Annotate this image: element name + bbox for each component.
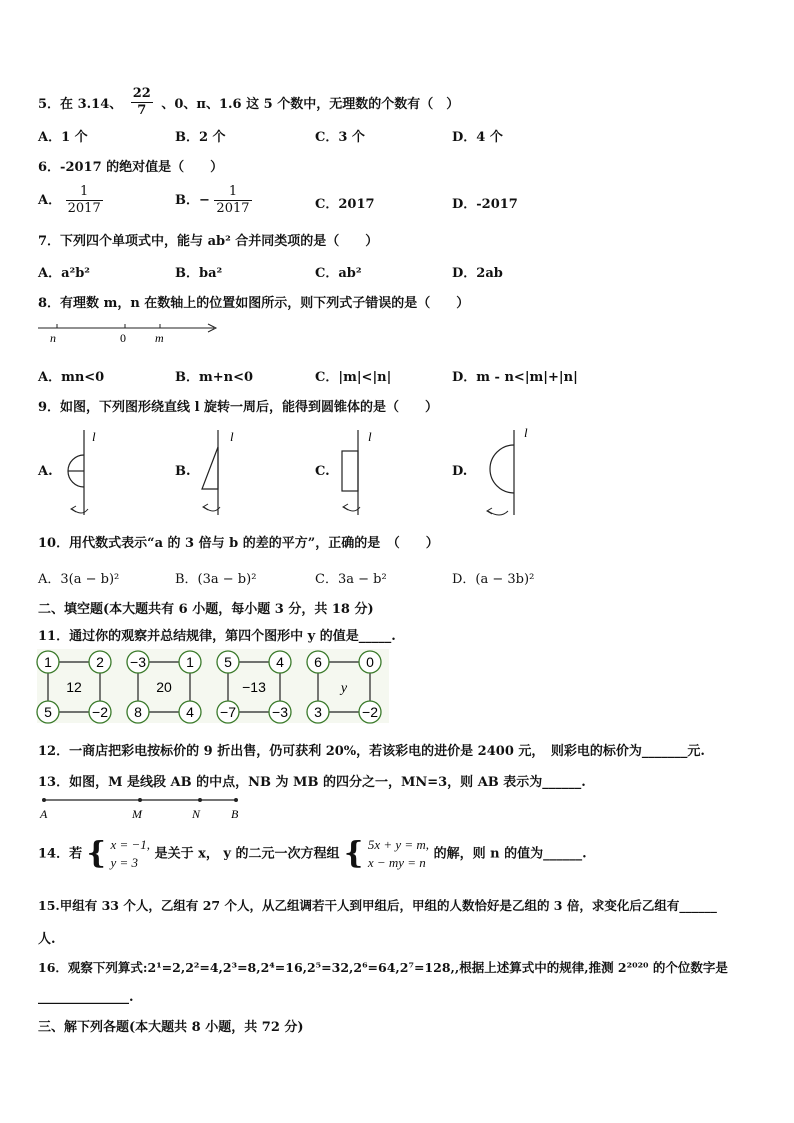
section-2-heading: 二、填空题(本大题共有 6 小题，每小题 3 分，共 18 分) <box>38 602 374 617</box>
q8-label-n: n <box>50 331 56 345</box>
q9-option-a-label: A. <box>38 464 53 479</box>
q8-label-m: m <box>155 331 164 345</box>
q6-stem: 6．-2017 的绝对值是（ ） <box>38 160 224 175</box>
q5-option-d: D．4 个 <box>452 130 503 145</box>
q11-node-value: 6 <box>314 654 322 670</box>
q13-label-a: A <box>40 807 48 821</box>
q11-node-value: −2 <box>362 704 378 720</box>
q9-option-c-label: C. <box>315 464 330 479</box>
q9-a-axis-label: l <box>92 429 96 444</box>
q10-option-c: C．3a − b² <box>315 572 387 587</box>
q7-option-d: D．2ab <box>452 266 503 281</box>
q13-stem: 13．如图，M 是线段 AB 的中点，NB 为 MB 的四分之一，MN=3，则 AB 表示为______. <box>38 775 586 790</box>
q6-option-d: D．-2017 <box>452 197 518 212</box>
q13-label-n: N <box>192 807 201 821</box>
q11-node-value: 2 <box>96 654 104 670</box>
q5-suffix: 、0、π、1.6 这 5 个数中，无理数的个数有（ ） <box>161 97 460 112</box>
q6-option-a: A． $\frac{1}{2017}$ <box>38 184 101 216</box>
q14-middle: 是关于 x， y 的二元一次方程组 <box>154 846 340 862</box>
q14-prefix: 14．若 <box>38 846 83 862</box>
q11-stem: 11．通过你的观察并总结规律，第四个图形中 y 的值是_____. <box>38 629 396 644</box>
q5-option-a: A．1 个 <box>38 130 88 145</box>
q8-option-b: B．m+n<0 <box>175 370 254 385</box>
q8-label-zero: 0 <box>120 331 126 345</box>
q10-option-a: A．3(a − b)² <box>38 572 120 587</box>
q11-center-value: y <box>340 681 348 696</box>
q14-system-2: 5x + y = m, x − my = n <box>367 837 430 870</box>
q9-figure-d-large-semicircle <box>474 425 544 520</box>
q6-option-c: C．2017 <box>315 197 375 212</box>
q11-center-value: 20 <box>156 679 172 695</box>
q11-node-value: −7 <box>220 704 236 720</box>
q13-segment-diagram <box>38 794 248 822</box>
q6-option-b: B．− $\frac{1}{2017}$ <box>175 184 250 216</box>
q5-fraction: $\frac{22}{7}$ <box>132 86 151 118</box>
q9-option-b-label: B. <box>175 464 191 479</box>
q8-stem: 8．有理数 m，n 在数轴上的位置如图所示，则下列式子错误的是（ ） <box>38 296 470 311</box>
q9-d-axis-label: l <box>524 425 528 440</box>
q5-prefix: 5．在 3.14、 <box>38 97 123 112</box>
q16-line-1: 16．观察下列算式:2¹=2,2²=4,2³=8,2⁴=16,2⁵=32,2⁶=64,2⁷=128,,根据上述算式中的规律,推测 2²⁰²⁰ 的个位数字是 <box>38 960 728 975</box>
q12-stem: 12．一商店把彩电按标价的 9 折出售，仍可获利 20%，若该彩电的进价是 2400 元， 则彩电的标价为_______元. <box>38 744 705 759</box>
q9-c-axis-label: l <box>368 429 372 444</box>
q11-center-value: 12 <box>66 679 82 695</box>
q9-figure-b-triangle <box>196 425 246 520</box>
q10-option-b: B．(3a − b)² <box>175 572 257 587</box>
q7-option-b: B．ba² <box>175 266 223 281</box>
q11-node-value: 8 <box>134 704 142 720</box>
q10-option-d: D．(a − 3b)² <box>452 572 535 587</box>
q16-line-2: ______________. <box>38 990 134 1005</box>
q14-stem <box>38 836 587 872</box>
q5-option-c: C．3 个 <box>315 130 365 145</box>
q11-node-value: 4 <box>276 654 284 670</box>
q11-node-value: −3 <box>272 704 288 720</box>
q6-a-fraction: $\frac{1}{2017}$ <box>67 184 101 216</box>
q14-system-1: x = −1, y = 3 <box>110 837 151 870</box>
q7-option-c: C．ab² <box>315 266 362 281</box>
q15-line-2: 人. <box>38 932 56 947</box>
q11-node-value: −3 <box>130 654 146 670</box>
q8-option-d: D．m - n<|m|+|n| <box>452 370 578 385</box>
section-3-heading: 三、解下列各题(本大题共 8 小题，共 72 分) <box>38 1020 304 1035</box>
q7-stem: 7．下列四个单项式中，能与 ab² 合并同类项的是（ ） <box>38 234 379 249</box>
q11-node-value: 5 <box>224 654 232 670</box>
q9-b-axis-label: l <box>230 429 234 444</box>
q11-node-value: 4 <box>186 704 194 720</box>
q11-center-value: −13 <box>242 679 266 695</box>
q10-stem: 10．用代数式表示“a 的 3 倍与 b 的差的平方”，正确的是 （ ） <box>38 536 439 551</box>
q14-brace-1: { <box>86 836 106 871</box>
q11-node-value: 5 <box>44 704 52 720</box>
q6-b-fraction: $\frac{1}{2017}$ <box>216 184 250 216</box>
q11-figures <box>36 648 391 726</box>
q8-option-c: C．|m|<|n| <box>315 370 392 385</box>
q11-node-value: 1 <box>186 654 194 670</box>
q11-node-value: −2 <box>92 704 108 720</box>
q14-suffix: 的解，则 n 的值为______. <box>433 846 587 862</box>
q8-number-line <box>36 318 226 348</box>
q5-stem <box>38 88 459 121</box>
q9-figure-c-rectangle <box>336 425 386 520</box>
q9-stem: 9．如图，下列图形绕直线 l 旋转一周后，能得到圆锥体的是（ ） <box>38 400 439 415</box>
q8-option-a: A．mn<0 <box>38 370 105 385</box>
q14-brace-2: { <box>343 836 364 871</box>
q11-node-value: 3 <box>314 704 322 720</box>
q13-label-m: M <box>132 807 142 821</box>
q13-label-b: B <box>231 807 239 821</box>
q9-option-d-label: D. <box>452 464 468 479</box>
q7-option-a: A．a²b² <box>38 266 90 281</box>
q15-line-1: 15.甲组有 33 个人，乙组有 27 个人，从乙组调若干人到甲组后，甲组的人数恰好是乙组的 3 倍，求变化后乙组有______ <box>38 898 717 913</box>
q5-option-b: B．2 个 <box>175 130 226 145</box>
q11-node-value: 1 <box>44 654 52 670</box>
q11-node-value: 0 <box>366 654 374 670</box>
q9-figure-a-semicircle <box>58 425 108 520</box>
